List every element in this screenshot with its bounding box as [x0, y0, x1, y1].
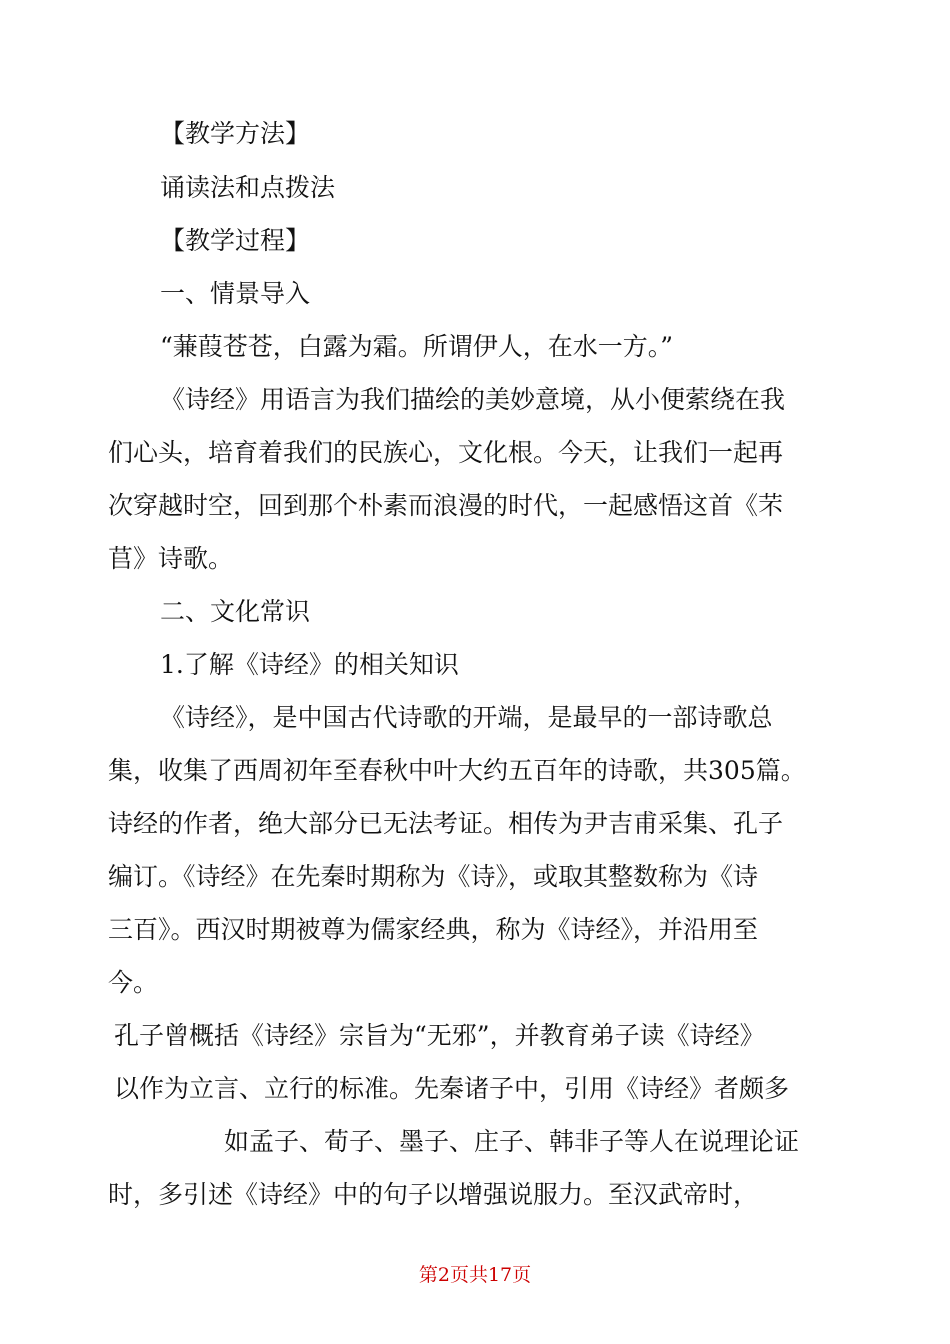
text-line: 1.了解《诗经》的相关知识 — [160, 650, 459, 679]
text-line: 《诗经》用语言为我们描绘的美妙意境，从小便萦绕在我 — [160, 385, 786, 414]
text-line: 三百》。西汉时期被尊为儒家经典，称为《诗经》，并沿用至 — [108, 915, 759, 944]
text-line: 次穿越时空，回到那个朴素而浪漫的时代，一起感悟这首《芣 — [108, 491, 784, 520]
page-number-footer: 第2页共17页 — [418, 1264, 532, 1286]
text-line: 以作为立言、立行的标准。先秦诸子中，引用《诗经》者颇多 — [114, 1074, 790, 1103]
text-line: 诗经的作者，绝大部分已无法考证。相传为尹吉甫采集、孔子 — [108, 809, 784, 838]
text-line: 时，多引述《诗经》中的句子以增强说服力。至汉武帝时， — [108, 1180, 759, 1209]
text-line: “蒹葭苍苍，白露为霜。所谓伊人，在水一方。” — [160, 332, 674, 361]
text-line: 【教学过程】 — [160, 226, 311, 255]
text-line: 如孟子、荀子、墨子、庄子、韩非子等人在说理论证 — [224, 1127, 800, 1156]
text-line: 们心头，培育着我们的民族心，文化根。今天，让我们一起再 — [108, 438, 784, 467]
text-line: 孔子曾概括《诗经》宗旨为“无邪”，并教育弟子读《诗经》 — [114, 1021, 765, 1050]
text-line: 苢》诗歌。 — [108, 544, 234, 573]
text-line: 《诗经》，是中国古代诗歌的开端，是最早的一部诗歌总 — [160, 703, 773, 732]
text-line: 【教学方法】 — [160, 119, 311, 148]
text-line: 集，收集了西周初年至春秋中叶大约五百年的诗歌，共305篇。 — [108, 756, 806, 785]
text-line: 二、文化常识 — [160, 597, 311, 626]
text-line: 今。 — [108, 968, 159, 997]
text-line: 一、情景导入 — [160, 279, 311, 308]
text-line: 编订。《诗经》在先秦时期称为《诗》，或取其整数称为《诗 — [108, 862, 759, 891]
text-line: 诵读法和点拨法 — [160, 173, 336, 202]
